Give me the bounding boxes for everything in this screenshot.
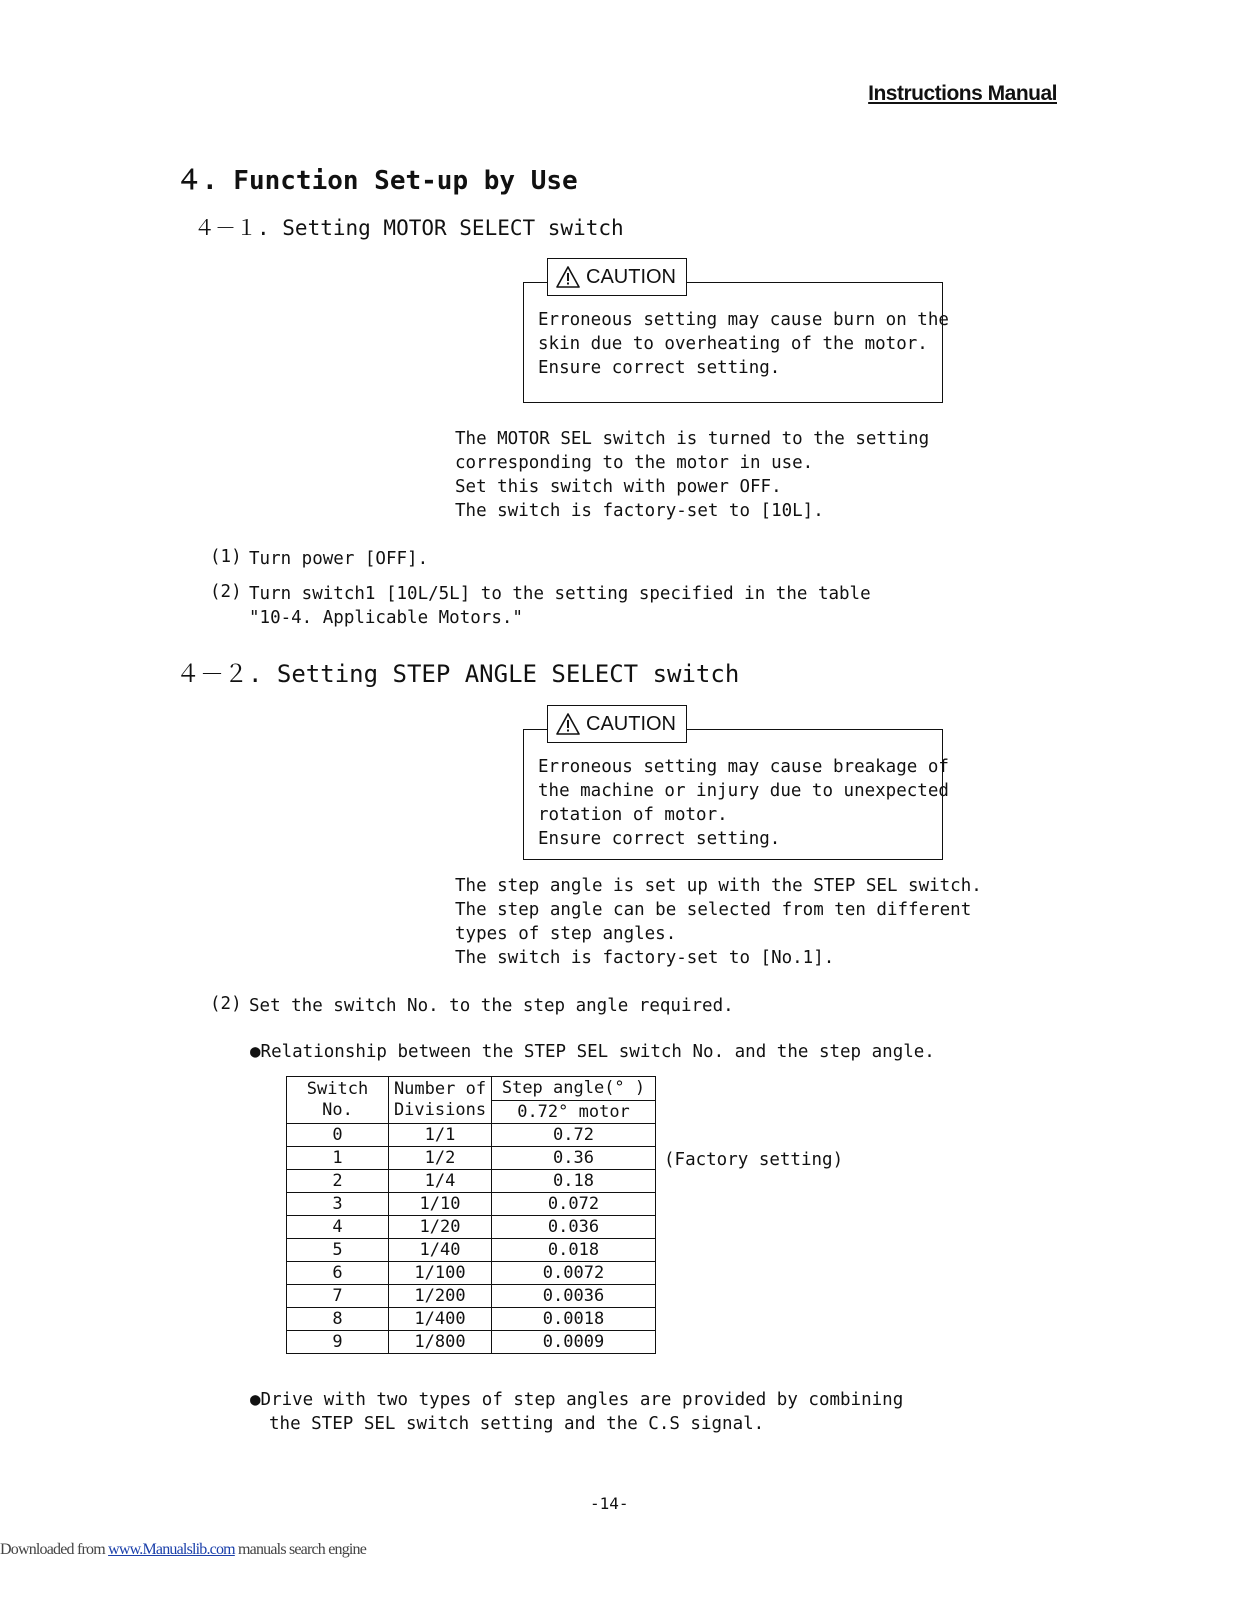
description-line: types of step angles. [455, 924, 677, 944]
switch-no-cell: 8 [287, 1308, 389, 1331]
step-text [249, 582, 871, 630]
section-title: ４. Function Set-up by Use [176, 166, 578, 196]
step-number: (2) [210, 994, 242, 1014]
switch-no-cell: 1 [287, 1147, 389, 1170]
divisions-cell: 1/4 [389, 1170, 492, 1193]
step-angle-cell: 0.36 [492, 1147, 656, 1170]
description-line: The step angle can be selected from ten different [455, 900, 972, 920]
divisions-cell: 1/100 [389, 1262, 492, 1285]
step-angle-table [286, 1076, 656, 1354]
page-number: -14- [590, 1494, 629, 1513]
description-line: The MOTOR SEL switch is turned to the setting [455, 429, 930, 449]
step-angle-cell: 0.018 [492, 1239, 656, 1262]
caution-line: rotation of motor. [538, 805, 728, 825]
caution-label-text: CAUTION [586, 265, 676, 288]
description-line: The switch is factory-set to [10L]. [455, 501, 824, 521]
caution-box-step-angle [523, 729, 949, 860]
step-angle-cell: 0.036 [492, 1216, 656, 1239]
table-header-step-angle: Step angle(° ) [492, 1077, 656, 1101]
step-angle-cell: 0.0036 [492, 1285, 656, 1308]
step-angle-cell: 0.0072 [492, 1262, 656, 1285]
table-row [287, 1216, 656, 1239]
caution-line: the machine or injury due to unexpected [538, 781, 949, 801]
divisions-cell: 1/800 [389, 1331, 492, 1354]
step-text-line: "10-4. Applicable Motors." [249, 608, 523, 628]
factory-setting-note: (Factory setting) [664, 1150, 844, 1170]
step-text: Turn power [OFF]. [249, 549, 429, 569]
bullet-drive-types [250, 1388, 903, 1436]
table-row [287, 1239, 656, 1262]
description-line: The step angle is set up with the STEP SEL switch. [455, 876, 982, 896]
bullet-line: the STEP SEL switch setting and the C.S signal. [269, 1414, 765, 1434]
switch-no-cell: 5 [287, 1239, 389, 1262]
table-header-motor: 0.72° motor [492, 1100, 656, 1124]
switch-no-cell: 9 [287, 1331, 389, 1354]
warning-icon [556, 713, 580, 735]
warning-icon [556, 266, 580, 288]
table-row [287, 1331, 656, 1354]
caution-line: Erroneous setting may cause burn on the [538, 310, 949, 330]
footer [0, 1541, 366, 1559]
table-row [287, 1193, 656, 1216]
switch-no-cell: 3 [287, 1193, 389, 1216]
step-angle-cell: 0.18 [492, 1170, 656, 1193]
step-angle-cell: 0.0009 [492, 1331, 656, 1354]
table-row [287, 1124, 656, 1147]
description-line: corresponding to the motor in use. [455, 453, 814, 473]
switch-no-cell: 7 [287, 1285, 389, 1308]
table-header-switch: Switch No. [287, 1077, 389, 1124]
footer-suffix: manuals search engine [234, 1541, 367, 1558]
table-row [287, 1262, 656, 1285]
step-angle-description [455, 874, 982, 970]
caution-label-text: CAUTION [586, 712, 676, 735]
bullet-line: ●Drive with two types of step angles are provided by combining [250, 1390, 904, 1410]
motor-select-description [455, 427, 929, 523]
table-header-divisions: Number of Divisions [389, 1077, 492, 1124]
divisions-cell: 1/40 [389, 1239, 492, 1262]
switch-no-cell: 2 [287, 1170, 389, 1193]
switch-no-cell: 4 [287, 1216, 389, 1239]
step-angle-cell: 0.072 [492, 1193, 656, 1216]
caution-line: Ensure correct setting. [538, 358, 781, 378]
divisions-cell: 1/200 [389, 1285, 492, 1308]
step-angle-cell: 0.0018 [492, 1308, 656, 1331]
step-text: Set the switch No. to the step angle required. [249, 996, 734, 1016]
table-row [287, 1170, 656, 1193]
divisions-cell: 1/20 [389, 1216, 492, 1239]
subsection-title-step-angle: ４－２. Setting STEP ANGLE SELECT switch [176, 660, 740, 688]
step-number: (2) [210, 582, 242, 602]
description-line: The switch is factory-set to [No.1]. [455, 948, 835, 968]
divisions-cell: 1/2 [389, 1147, 492, 1170]
divisions-cell: 1/400 [389, 1308, 492, 1331]
manual-header-title: Instructions Manual [868, 82, 1057, 105]
caution-label-step-angle [547, 705, 687, 743]
bullet-relationship: ●Relationship between the STEP SEL switch No. and the step angle. [250, 1042, 935, 1062]
caution-line: Erroneous setting may cause breakage of [538, 757, 949, 777]
step-text-line: Turn switch1 [10L/5L] to the setting specified in the table [249, 584, 871, 604]
table-row [287, 1308, 656, 1331]
footer-prefix: Downloaded from [0, 1541, 109, 1558]
caution-label-motor [547, 258, 687, 296]
divisions-cell: 1/1 [389, 1124, 492, 1147]
subsection-title-motor-select: ４－１. Setting MOTOR SELECT switch [194, 216, 624, 240]
caution-box-motor [523, 282, 949, 403]
table-row [287, 1285, 656, 1308]
table-row [287, 1147, 656, 1170]
step-number: (1) [210, 547, 242, 567]
caution-line: skin due to overheating of the motor. [538, 334, 928, 354]
divisions-cell: 1/10 [389, 1193, 492, 1216]
caution-line: Ensure correct setting. [538, 829, 781, 849]
switch-no-cell: 0 [287, 1124, 389, 1147]
footer-link[interactable]: www.Manualslib.com [108, 1541, 235, 1558]
step-angle-cell: 0.72 [492, 1124, 656, 1147]
switch-no-cell: 6 [287, 1262, 389, 1285]
description-line: Set this switch with power OFF. [455, 477, 782, 497]
